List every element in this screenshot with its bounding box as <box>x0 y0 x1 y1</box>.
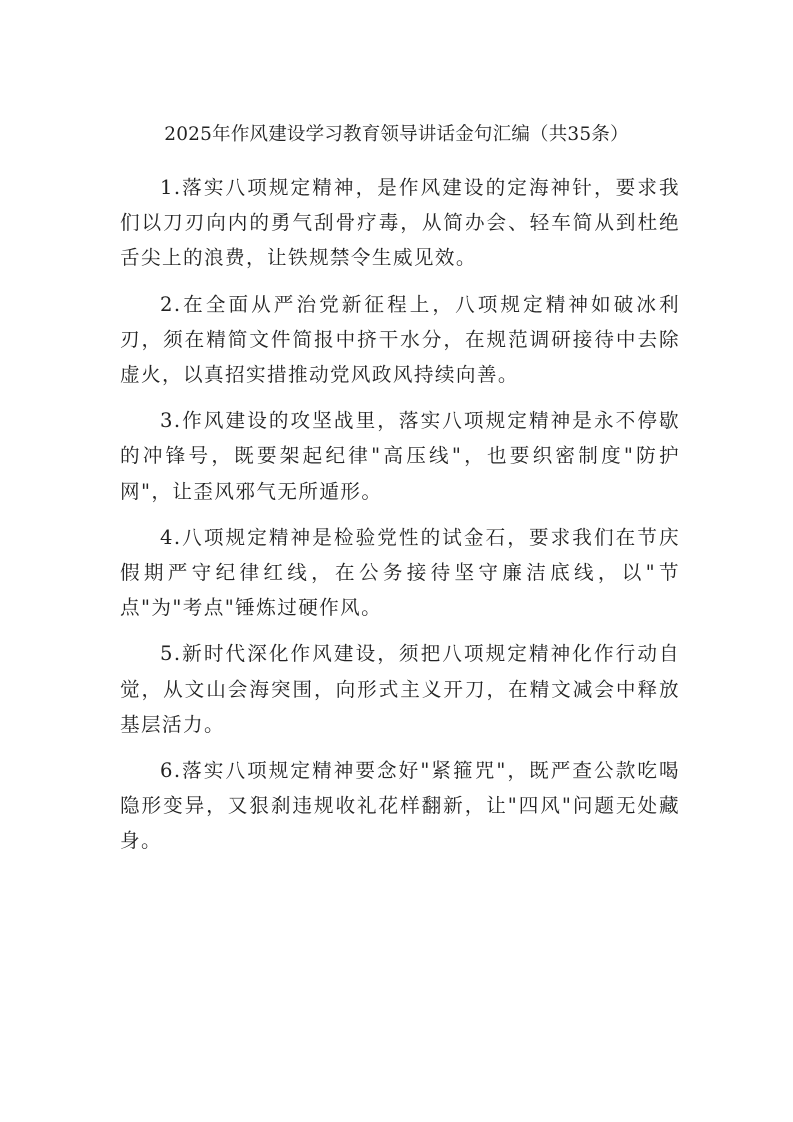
quote-paragraph-1: 1.落实八项规定精神，是作风建设的定海神针，要求我们以刀刃向内的勇气刮骨疗毒，从简办会、轻车简从到杜绝舌尖上的浪费，让铁规禁令生威见效。 <box>120 176 680 270</box>
document-body <box>120 170 680 870</box>
document-title: 2025年作风建设学习教育领导讲话金句汇编（共35条） <box>164 124 629 145</box>
quote-paragraph-5: 5.新时代深化作风建设，须把八项规定精神化作行动自觉，从文山会海突围，向形式主义开刀，在精文减会中释放基层活力。 <box>120 642 680 736</box>
quote-paragraph-3: 3.作风建设的攻坚战里，落实八项规定精神是永不停歇的冲锋号，既要架起纪律"高压线"，也要织密制度"防护网"，让歪风邪气无所遁形。 <box>120 409 680 503</box>
quote-paragraph-2: 2.在全面从严治党新征程上，八项规定精神如破冰利刃，须在精简文件简报中挤干水分，在规范调研接待中去除虚火，以真招实措推动党风政风持续向善。 <box>120 292 680 387</box>
quote-paragraph-4: 4.八项规定精神是检验党性的试金石，要求我们在节庆假期严守纪律红线，在公务接待坚守廉洁底线，以"节点"为"考点"锤炼过硬作风。 <box>120 525 680 620</box>
quote-paragraph-6: 6.落实八项规定精神要念好"紧箍咒"，既严查公款吃喝隐形变异，又狠刹违规收礼花样翻新，让"四风"问题无处藏身。 <box>120 759 680 853</box>
